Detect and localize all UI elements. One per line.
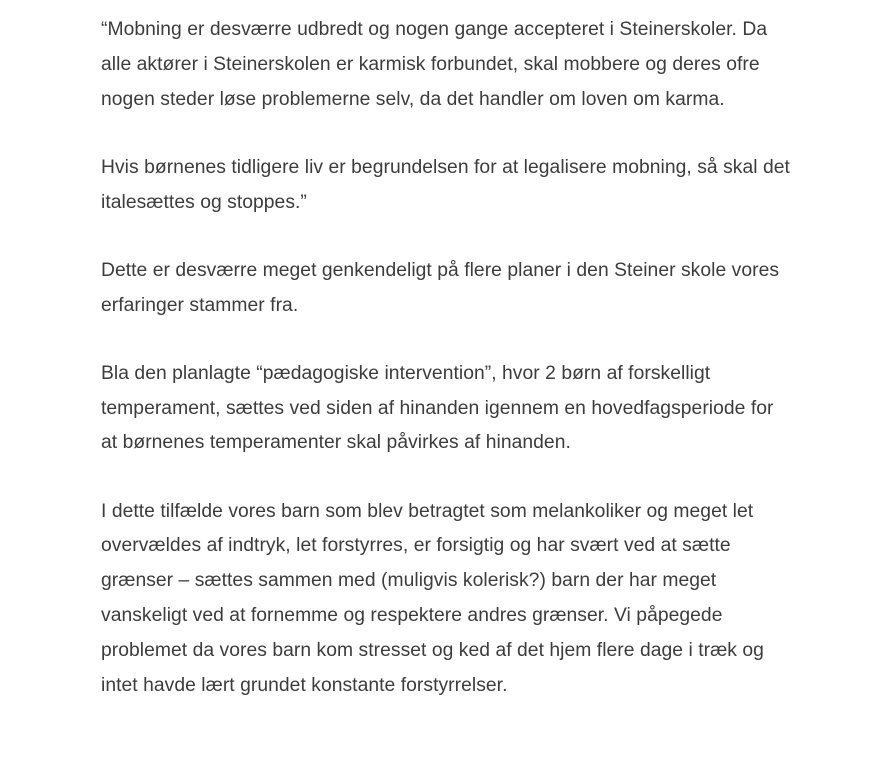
paragraph-melankoliker: I dette tilfælde vores barn som blev betragtet som melankoliker og meget let overvældes af indtryk, let forstyrres, er forsigtig og har svært ved at sætte grænser – sættes sammen med (muligvis kolerisk?) barn der har meget vanskeligt ved at fornemme og respektere andres grænser. Vi påpegede problemet da vores barn kom stresset og ked af det hjem flere dage i træk og intet havde lært grundet konstante forstyrrelser.: [101, 500, 764, 696]
article-body: [101, 13, 791, 703]
paragraph-quote-tidligere-liv: Hvis børnenes tidligere liv er begrundelsen for at legalisere mobning, så skal det italesættes og stoppes.”: [101, 156, 790, 213]
paragraph-intervention: Bla den planlagte “pædagogiske intervention”, hvor 2 børn af forskelligt temperament, sættes ved siden af hinanden igennem en hovedfagsperiode for at børnenes temperamenter skal påvirkes af hinanden.: [101, 362, 774, 454]
paragraph-genkendeligt: Dette er desværre meget genkendeligt på flere planer i den Steiner skole vores erfaringer stammer fra.: [101, 259, 780, 316]
paragraph-quote-mobning: “Mobning er desværre udbredt og nogen gange accepteret i Steinerskoler. Da alle aktører i Steinerskolen er karmisk forbundet, skal mobbere og deres ofre nogen steder løse problemerne selv, da det handler om loven om karma.: [101, 19, 768, 110]
